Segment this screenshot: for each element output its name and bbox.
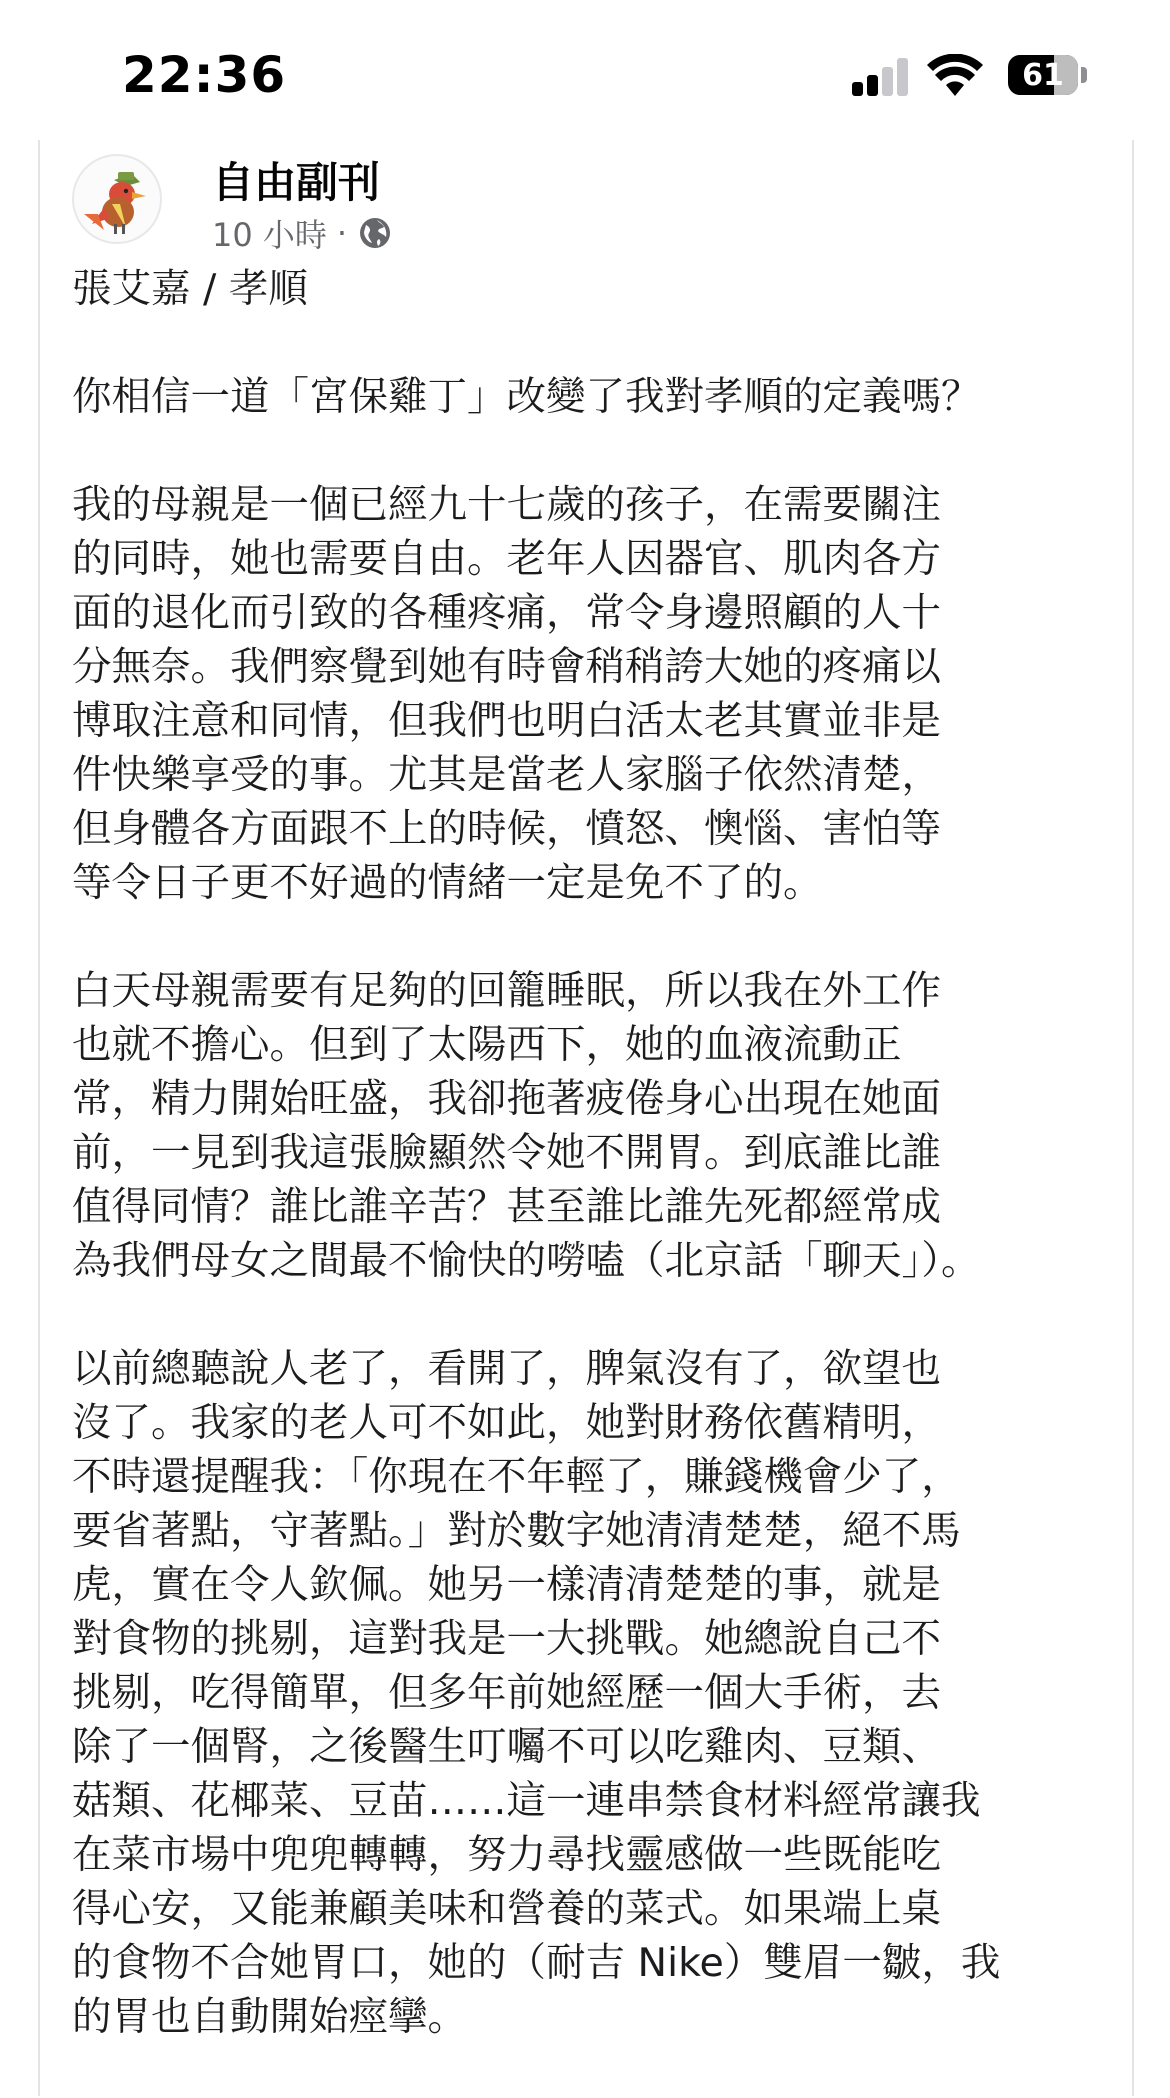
- post-header: [72, 148, 972, 254]
- battery-level: 61: [1022, 57, 1064, 93]
- signal-icon: [852, 56, 912, 96]
- post-body: [72, 262, 1122, 2098]
- post-paragraph-evening: 白天母親需要有足夠的回籠睡眠，所以我在外工作 也就不擔心。但到了太陽西下，她的血液流動正 常，精力開始旺盛，我卻拖著疲倦身心出現在她面 前，一見到我這張臉顯然令她不開胃。到底誰比誰 值得同情？誰比誰辛苦？甚至誰比誰先死都經常成 為我們母女之間最不愉快的嘮嗑（北京話「聊天」）。: [72, 968, 981, 1284]
- post-timestamp[interactable]: 10 小時: [212, 216, 327, 254]
- battery-icon: [1008, 55, 1078, 95]
- post-paragraph-question: 你相信一道「宮保雞丁」改變了我對孝順的定義嗎？: [72, 374, 981, 420]
- page-avatar[interactable]: [72, 154, 162, 244]
- post-paragraph-food: 以前總聽說人老了，看開了，脾氣沒有了，欲望也 沒了。我家的老人可不如此，她對財務依舊精明， 不時還提醒我：「你現在不年輕了，賺錢機會少了， 要省著點，守著點。」對於數字她清清楚楚，絕不馬 虎，實在令人欽佩。她另一樣清清楚楚的事，就是 對食物的挑剔，這對我是一大挑戰。她總說自己不 挑剔，吃得簡單，但多年前她經歷一個大手術，去 除了一個腎，之後醫生叮囑不可以吃雞肉、豆類、 菇類、花椰菜、豆苗……這一連串禁食材料經常讓我 在菜市場中兜兜轉轉，努力尋找靈感做一些既能吃 得心安，又能兼顧美味和營養的菜式。如果端上桌 的食物不合她胃口，她的（耐吉 Nike）雙眉一皺，我 的胃也自動開始痙攣。: [72, 1346, 1001, 2040]
- page-name[interactable]: 自由副刊: [212, 158, 381, 207]
- status-bar: [0, 0, 1170, 140]
- globe-icon[interactable]: [357, 215, 393, 251]
- clock-time: 22:36: [122, 46, 287, 104]
- bird-mascot-avatar-icon: [74, 156, 160, 242]
- battery-cap: [1081, 67, 1087, 83]
- meta-separator: ·: [336, 214, 348, 252]
- post-meta: [212, 210, 393, 256]
- post-paragraph-mother: 我的母親是一個已經九十七歲的孩子，在需要關注 的同時，她也需要自由。老年人因器官、肌肉各方 面的退化而引致的各種疼痛，常令身邊照顧的人十 分無奈。我們察覺到她有時會稍稍誇大她的疼痛以 博取注意和同情，但我們也明白活太老其實並非是 件快樂享受的事。尤其是當老人家腦子依然清楚， 但身體各方面跟不上的時候，憤怒、懊惱、害怕等 等令日子更不好過的情緒一定是免不了的。: [72, 482, 941, 906]
- wifi-icon: [926, 54, 984, 98]
- post-card: [38, 140, 1134, 2096]
- post-paragraph-author-title: 張艾嘉 / 孝順: [72, 266, 308, 312]
